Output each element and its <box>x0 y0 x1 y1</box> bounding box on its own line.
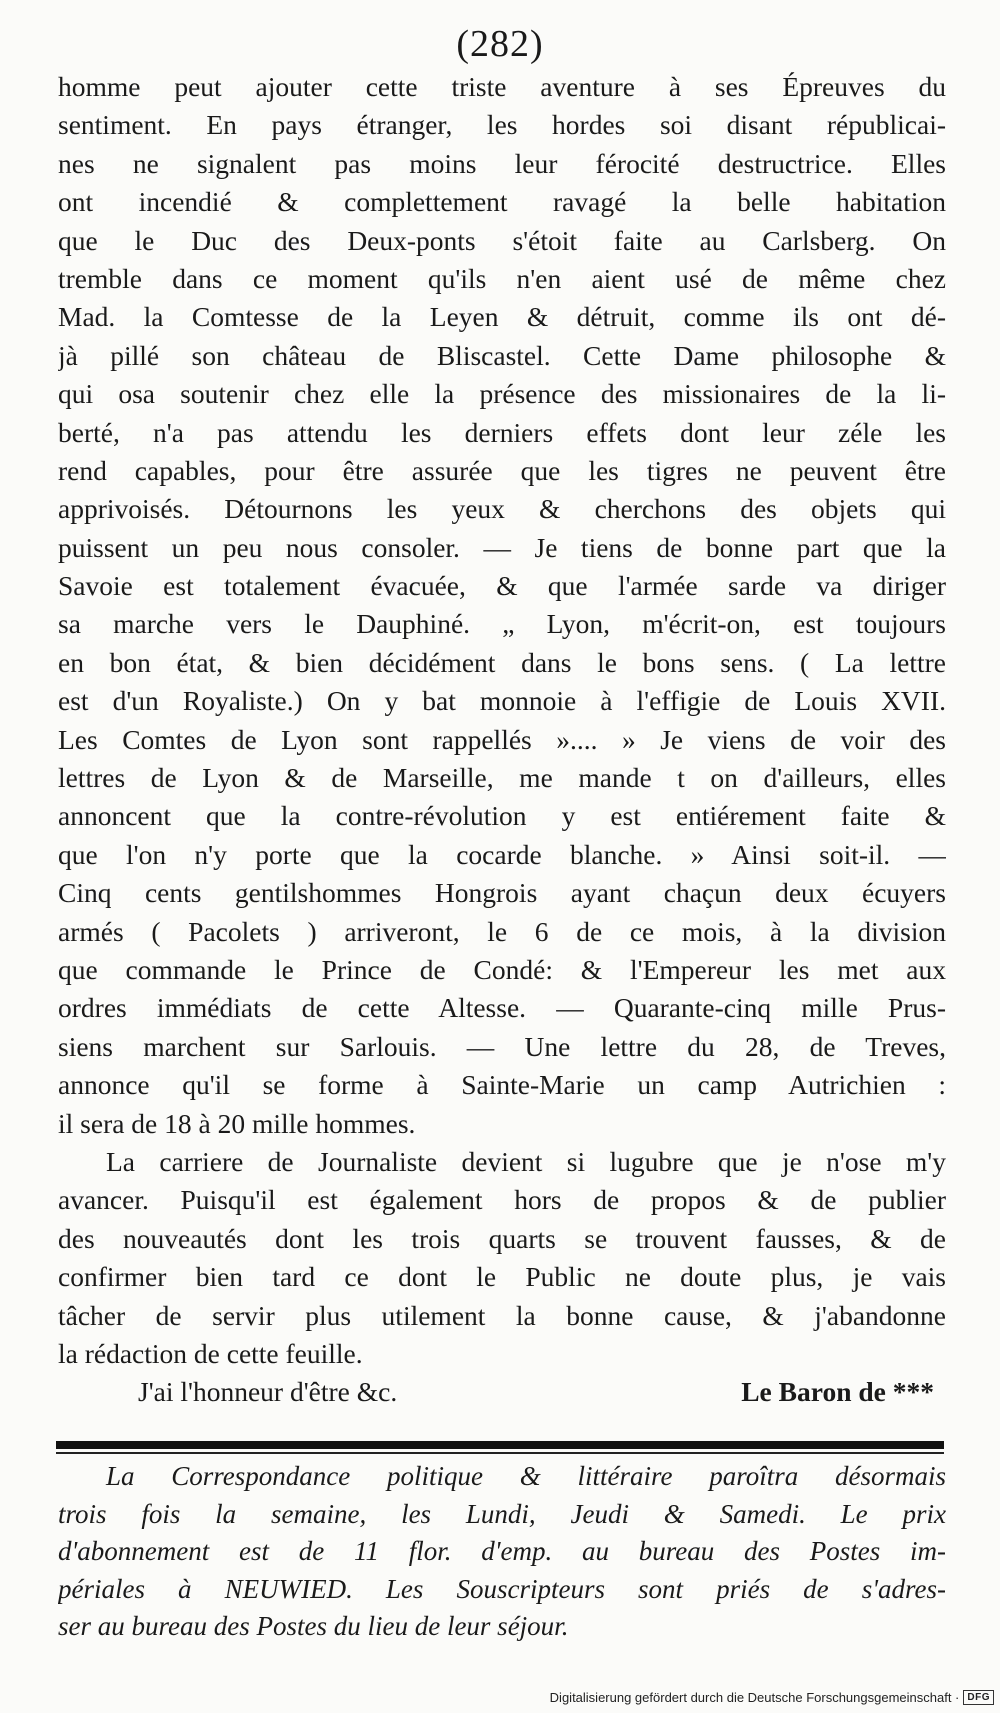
digitization-credit <box>550 1690 994 1705</box>
article-line: ordres immédiats de cette Altesse. — Quarante-cinq mille Prus- <box>58 992 946 1024</box>
closing-formula: J'ai l'honneur d'être &c. <box>138 1376 398 1408</box>
signature: Le Baron de *** <box>741 1376 934 1408</box>
closing-paragraph-line: tâcher de servir plus utilement la bonne cause, & j'abandonne <box>58 1299 946 1331</box>
article-line: sa marche vers le Dauphiné. „ Lyon, m'écrit-on, est toujours <box>58 608 946 640</box>
credit-text: Digitalisierung gefördert durch die Deutsche Forschungsgemeinschaft · <box>549 1690 960 1705</box>
closing-paragraph-line: confirmer bien tard ce dont le Public ne doute plus, je vais <box>58 1261 946 1293</box>
divider-rule-thick <box>56 1441 944 1449</box>
notice-line: La Correspondance politique & littéraire paroîtra désormais <box>106 1461 946 1491</box>
notice-line: périales à NEUWIED. Les Souscripteurs sont priés de s'adres- <box>58 1573 946 1604</box>
article-line: qui osa soutenir chez elle la présence des missionaires de la li- <box>58 378 946 410</box>
notice-line: trois fois la semaine, les Lundi, Jeudi & Samedi. Le prix <box>58 1498 946 1529</box>
article-line: homme peut ajouter cette triste aventure à ses Épreuves du <box>58 71 946 102</box>
article-body <box>58 68 946 1411</box>
article-line: annoncent que la contre-révolution y est entiérement faite & <box>58 800 946 832</box>
article-line: Les Comtes de Lyon sont rappellés ».... » Je viens de voir des <box>58 723 946 755</box>
article-line: apprivoisés. Détournons les yeux & cherchons des objets qui <box>58 493 946 525</box>
article-line: lettres de Lyon & de Marseille, me mande t on d'ailleurs, elles <box>58 762 946 794</box>
article-line: tremble dans ce moment qu'ils n'en aient usé de même chez <box>58 262 946 294</box>
article-line: armés ( Pacolets ) arriveront, le 6 de ce mois, à la division <box>58 915 946 947</box>
dfg-logo-icon: DFG <box>963 1690 994 1705</box>
subscription-notice <box>58 1458 946 1646</box>
article-line: en bon état, & bien décidément dans le bons sens. ( La lettre <box>58 646 946 678</box>
closing-paragraph-line: des nouveautés dont les trois quarts se trouvent fausses, & de <box>58 1222 946 1254</box>
article-line: jà pillé son château de Bliscastel. Cette Dame philosophe & <box>58 339 946 371</box>
closing-paragraph-line: La carriere de Journaliste devient si lugubre que je n'ose m'y <box>106 1145 946 1177</box>
article-line: sentiment. En pays étranger, les hordes soi disant républicai- <box>58 109 946 141</box>
article-line: annonce qu'il se forme à Sainte-Marie un camp Autrichien : <box>58 1069 946 1101</box>
article-line: que l'on n'y porte que la cocarde blanche. » Ainsi soit-il. — <box>58 838 946 870</box>
article-line: berté, n'a pas attendu les derniers effets dont leur zéle les <box>58 416 946 448</box>
article-line: Mad. la Comtesse de la Leyen & détruit, comme ils ont dé- <box>58 301 946 333</box>
article-line: que commande le Prince de Condé: & l'Empereur les met aux <box>58 953 946 985</box>
article-line: que le Duc des Deux-ponts s'étoit faite au Carlsberg. On <box>58 224 946 256</box>
page-number: (282) <box>456 23 544 65</box>
article-line: ont incendié & complettement ravagé la belle habitation <box>58 186 946 218</box>
article-line: siens marchent sur Sarlouis. — Une lettre du 28, de Treves, <box>58 1030 946 1062</box>
article-line: Cinq cents gentilshommes Hongrois ayant chaçun deux écuyers <box>58 877 946 909</box>
divider-rule-thin <box>56 1452 944 1454</box>
article-line: puissent un peu nous consoler. — Je tiens de bonne part que la <box>58 531 946 563</box>
article-line: rend capables, pour être assurée que les tigres ne peuvent être <box>58 454 946 486</box>
signoff <box>58 1373 946 1411</box>
closing-paragraph-line: la rédaction de cette feuille. <box>58 1337 363 1369</box>
article-line: est d'un Royaliste.) On y bat monnoie à l'effigie de Louis XVII. <box>58 685 946 717</box>
article-line: nes ne signalent pas moins leur férocité destructrice. Elles <box>58 147 946 179</box>
notice-line: ser au bureau des Postes du lieu de leur séjour. <box>58 1611 569 1641</box>
article-line: Savoie est totalement évacuée, & que l'armée sarde va diriger <box>58 570 946 602</box>
notice-line: d'abonnement est de 11 flor. d'emp. au bureau des Postes im- <box>58 1536 946 1566</box>
article-line: il sera de 18 à 20 mille hommes. <box>58 1107 416 1139</box>
closing-paragraph-line: avancer. Puisqu'il est également hors de propos & de publier <box>58 1184 946 1216</box>
